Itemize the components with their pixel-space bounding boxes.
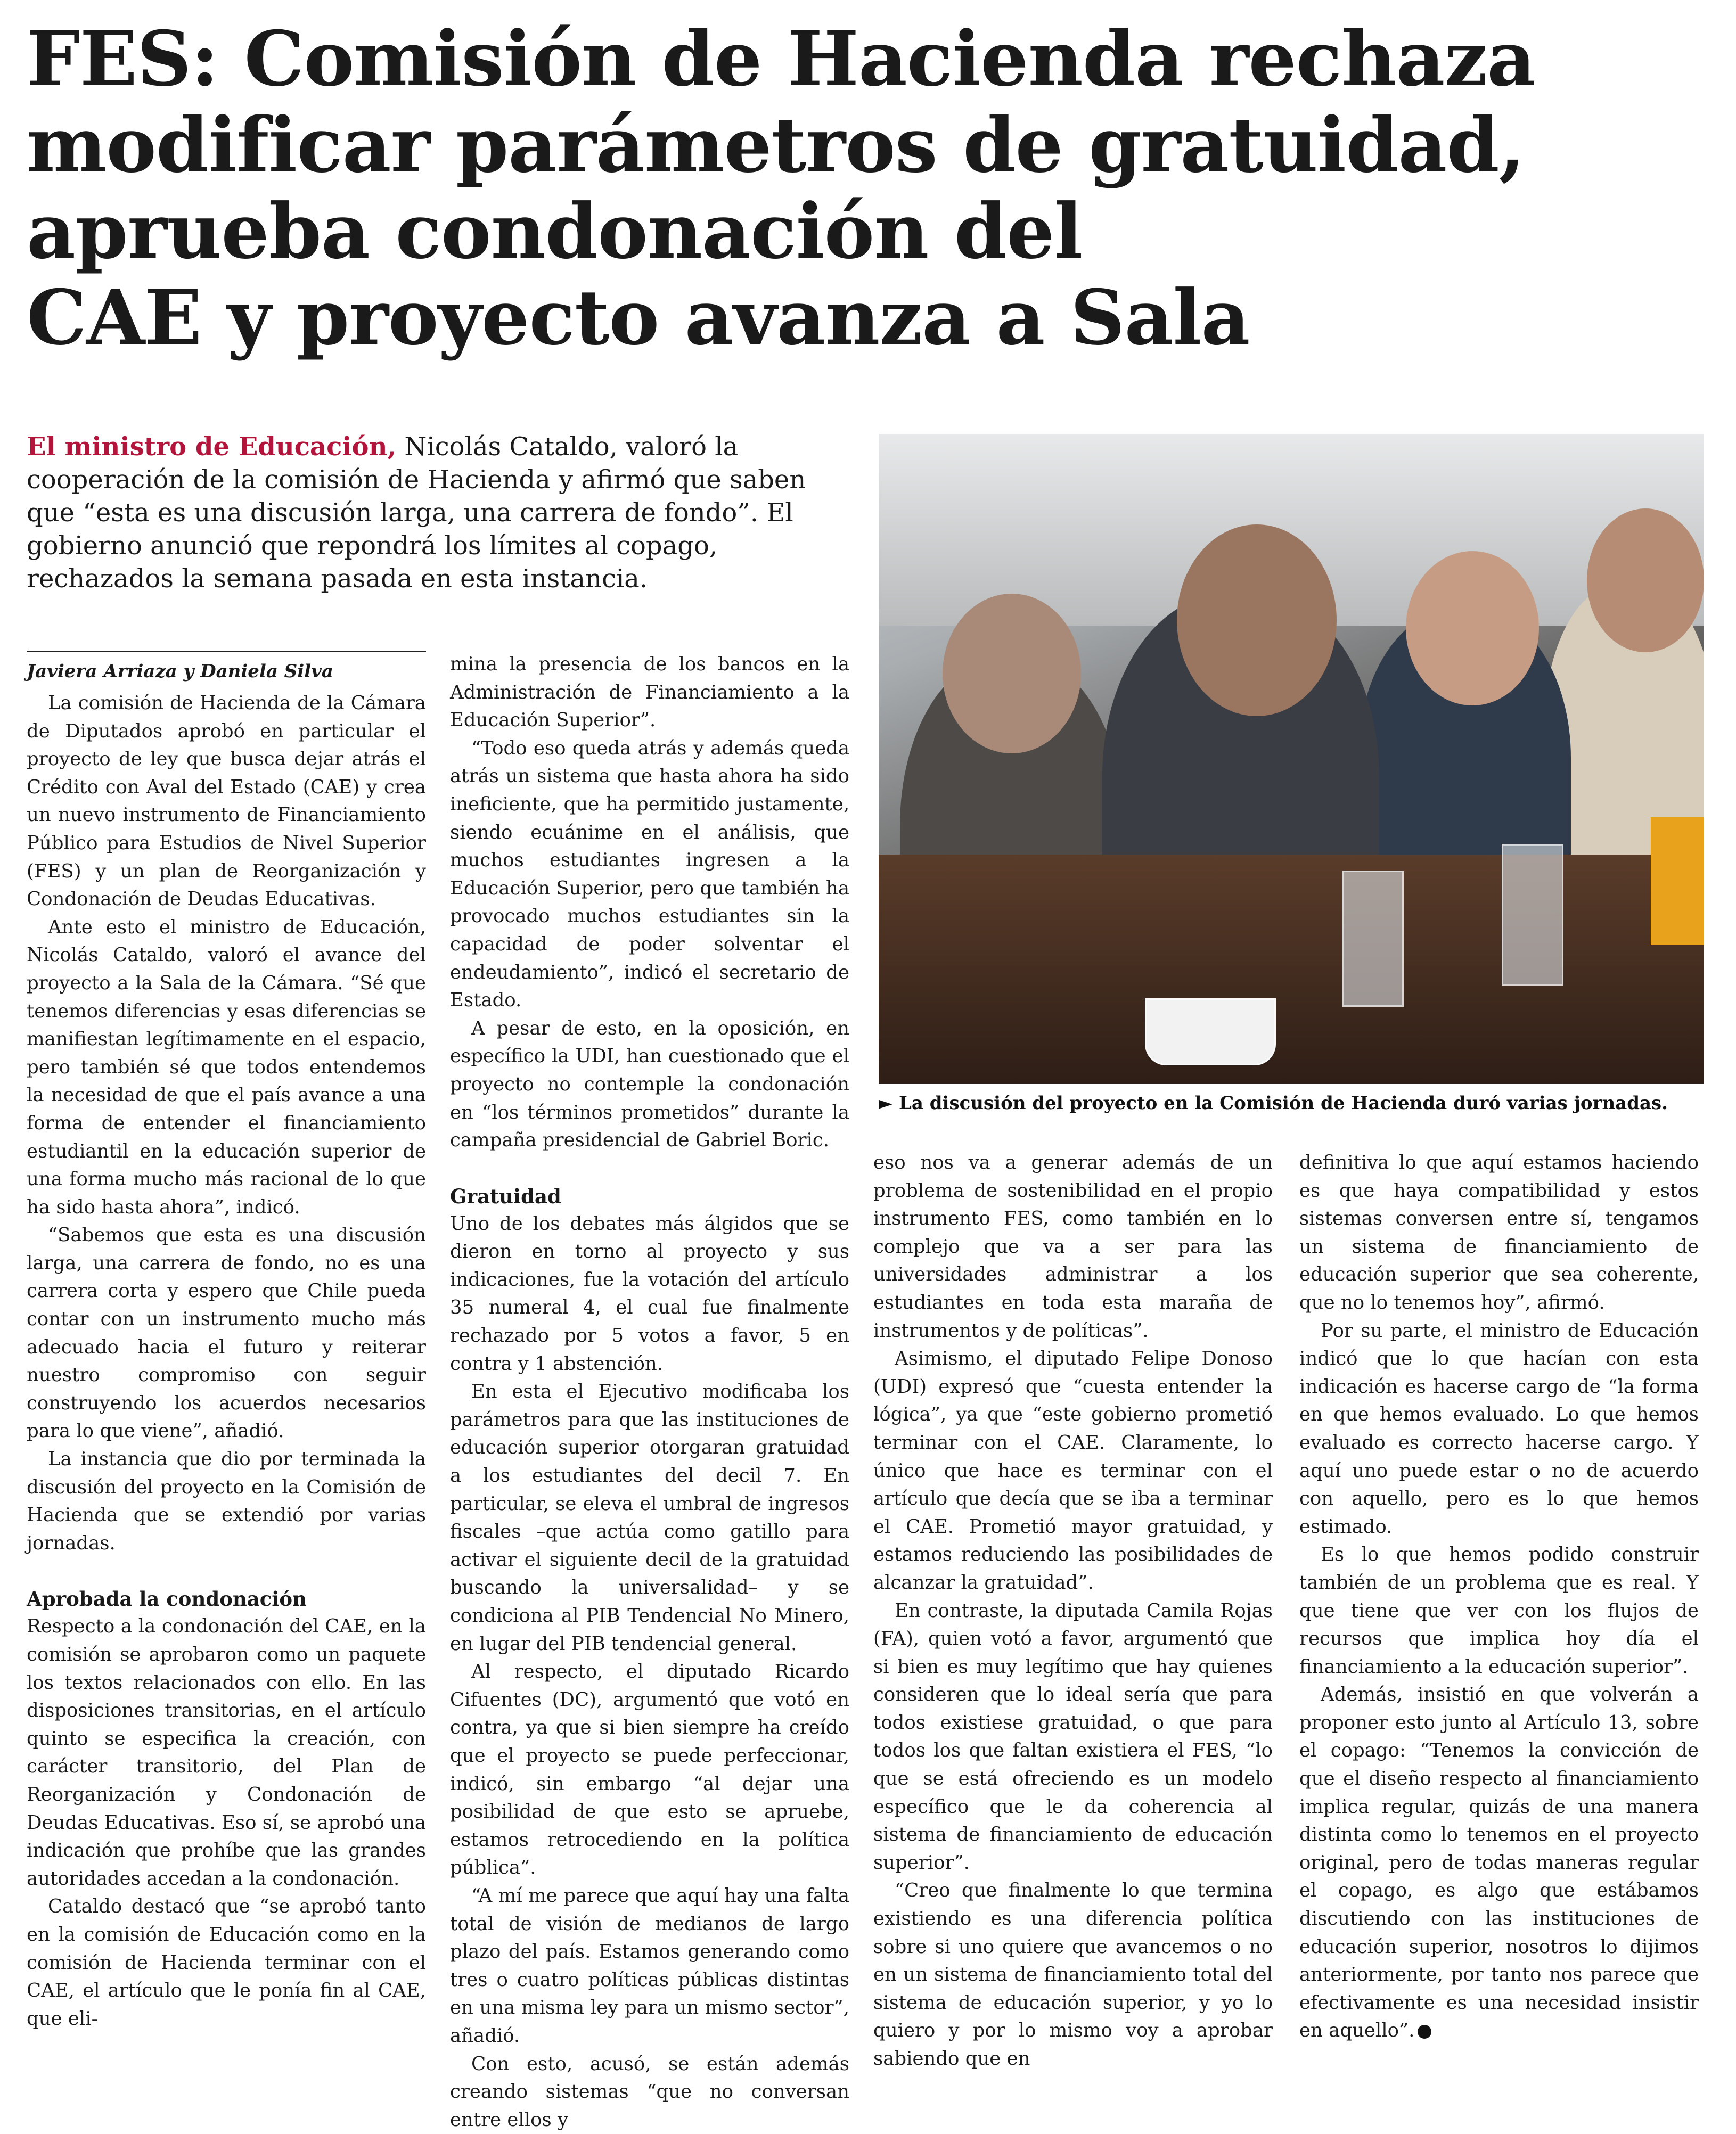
- article-column-1: [27, 651, 426, 2033]
- photo-table: [879, 855, 1704, 1084]
- paragraph: mina la presencia de los bancos en la Administración de Financiamiento a la Educación Superior”.: [450, 651, 849, 735]
- photo-caption: ► La discusión del proyecto en la Comisión de Hacienda duró varias jornadas.: [879, 1091, 1709, 1115]
- end-of-article-icon: [1418, 2025, 1431, 2039]
- paragraph: “Creo que finalmente lo que termina existiendo es una diferencia política sobre si uno quiere que avancemos o no en un sistema de financiamiento total del sistema de educación superior, y yo lo quiero y por lo mismo voy a aprobar sabiendo que en: [873, 1877, 1273, 2073]
- paragraph: La comisión de Hacienda de la Cámara de Diputados aprobó en particular el proyecto de ley que busca dejar atrás el Crédito con Aval del Estado (CAE) y crea un nuevo instrumento de Financiamiento Público para Estudios de Nivel Superior (FES) y un plan de Reorganización y Condonación de Deudas Educativas.: [27, 690, 426, 914]
- lead-highlight: El ministro de Educación,: [27, 432, 396, 462]
- article-column-2: [450, 651, 849, 2134]
- paragraph-final: [1299, 1681, 1699, 2045]
- paragraph: La instancia que dio por terminada la discusión del proyecto en la Comisión de Hacienda que se extendió por varias jornadas.: [27, 1446, 426, 1557]
- subheading-gratuidad: Gratuidad: [450, 1183, 849, 1210]
- photo-water-glass: [1342, 871, 1404, 1007]
- paragraph: “Sabemos que esta es una discusión larga, una carrera de fondo, no es una carrera corta y espero que Chile pueda contar con un instrumento mucho más adecuado hacia el futuro y reiterar nuestro compromiso con seguir construyendo los acuerdos necesarios para lo que viene”, añadió.: [27, 1221, 426, 1446]
- photo-head-right: [1406, 551, 1539, 705]
- paragraph: Cataldo destacó que “se aprobó tanto en la comisión de Educación como en la comisión de Hacienda terminar con el CAE, el artículo que le ponía fin al CAE, que eli-: [27, 1893, 426, 2033]
- headline: [27, 16, 1704, 361]
- paragraph: En contraste, la diputada Camila Rojas (FA), quien votó a favor, argumentó que si bien es muy legítimo que hay quienes consideren que lo ideal sería que para todos existiese gratuidad, o que para todos los que faltan existiera el FES, “lo que se está ofreciendo es un modelo específico que le da coherencia al sistema de financiamiento de educación superior”.: [873, 1597, 1273, 1877]
- article-column-3: [873, 1149, 1273, 2073]
- paragraph: “A mí me parece que aquí hay una falta total de visión de medianos de largo plazo del país. Estamos generando como tres o cuatro políticas públicas distintas en una misma ley para un mismo sector”, añadió.: [450, 1882, 849, 2050]
- paragraph: Con esto, acusó, se están además creando sistemas “que no conversan entre ellos y: [450, 2050, 849, 2134]
- paragraph: Respecto a la condonación del CAE, en la comisión se aprobaron como un paquete los textos relacionados con ello. En las disposiciones transitorias, en el artículo quinto se especifica la creación, con carácter transitorio, del Plan de Reorganización y Condonación de Deudas Educativas. Eso sí, se aprobó una indicación que prohíbe que las grandes autoridades accedan a la condonación.: [27, 1613, 426, 1893]
- paragraph: Al respecto, el diputado Ricardo Cifuentes (DC), argumentó que votó en contra, ya que si bien siempre ha creído que el proyecto se puede perfeccionar, indicó, sin embargo “al dejar una posibilidad de que esto se apruebe, estamos retrocediendo en la política pública”.: [450, 1658, 849, 1882]
- headline-line-2: modificar parámetros de gratuidad,: [27, 102, 1704, 188]
- photo-water-glass: [1502, 844, 1563, 986]
- paragraph: Por su parte, el ministro de Educación indicó que lo que hacían con esta indicación es hacerse cargo de “la forma en que hemos evaluado. Lo que hemos evaluado es correcto hacerse cargo. Y aquí uno puede estar o no de acuerdo con aquello, pero es lo que hemos estimado.: [1299, 1317, 1699, 1541]
- subheading-condonacion: Aprobada la condonación: [27, 1585, 426, 1613]
- paragraph: En esta el Ejecutivo modificaba los parámetros para que las instituciones de educación superior otorgaran gratuidad a los estudiantes del decil 7. En particular, se eleva el umbral de ingresos fiscales –que actúa como gatillo para activar el siguiente decil de la gratuidad buscando la universalidad– y se condiciona al PIB Tendencial No Minero, en lugar del PIB tendencial general.: [450, 1378, 849, 1658]
- photo-orange-cup: [1651, 817, 1704, 945]
- paragraph: Uno de los debates más álgidos que se dieron en torno al proyecto y sus indicaciones, fue la votación del artículo 35 numeral 4, el cual fue finalmente rechazado por 5 votos a favor, 5 en contra y 1 abstención.: [450, 1210, 849, 1378]
- paragraph: A pesar de esto, en la oposición, en específico la UDI, han cuestionado que el proyecto no contemple la condonación en “los términos prometidos” durante la campaña presidencial de Gabriel Boric.: [450, 1015, 849, 1155]
- paragraph: eso nos va a generar además de un problema de sostenibilidad en el propio instrumento FES, como también en lo complejo que va a ser para las universidades administrar a los estudiantes en toda esta maraña de instrumentos y de políticas”.: [873, 1149, 1273, 1345]
- headline-line-1: FES: Comisión de Hacienda rechaza: [27, 16, 1704, 102]
- lead-paragraph: [27, 430, 847, 595]
- article-column-4: [1299, 1149, 1699, 2045]
- lead-text: Nicolás Cataldo, valoró la cooperación de la comisión de Hacienda y afirmó que saben que “esta es una discusión larga, una carrera de fondo”. El gobierno anunció que repondrá los límites al copago, rechazados la semana pasada en esta instancia.: [27, 432, 806, 594]
- byline: Javiera Arriaza y Daniela Silva: [27, 651, 426, 685]
- paragraph: definitiva lo que aquí estamos haciendo es que haya compatibilidad y estos sistemas conversen entre sí, tengamos un sistema de financiamiento de educación superior que sea coherente, que no lo tenemos hoy”, afirmó.: [1299, 1149, 1699, 1317]
- photo-head-left: [943, 594, 1081, 753]
- final-paragraph-text: Además, insistió en que volverán a proponer esto junto al Artículo 13, sobre el copago: “Tenemos la convicción de que el diseño respecto al financiamiento implica regular, quizás de una manera distinta como lo tenemos en el proyecto original, pero de todas maneras regular el copago, es algo que estábamos discutiendo con las instituciones de educación superior, nosotros lo dijimos anteriormente, por tanto nos parece que efectivamente es una necesidad insistir en aquello”.: [1299, 1684, 1699, 2041]
- photo-coffee-cup: [1145, 998, 1276, 1065]
- headline-line-4: CAE y proyecto avanza a Sala: [27, 275, 1704, 361]
- photo-head-far-right: [1587, 508, 1704, 652]
- paragraph: Ante esto el ministro de Educación, Nicolás Cataldo, valoró el avance del proyecto a la Sala de la Cámara. “Sé que tenemos diferencias y esas diferencias se manifiestan legítimamente en el espacio, pero también sé que todos entendemos la necesidad de que el país avance a una forma de entender el financiamiento estudiantil en la educación superior de una forma mucho más racional de lo que ha sido hasta ahora”, indicó.: [27, 914, 426, 1222]
- article-photo: [879, 434, 1704, 1084]
- headline-line-3: aprueba condonación del: [27, 188, 1704, 275]
- paragraph: “Todo eso queda atrás y además queda atrás un sistema que hasta ahora ha sido ineficiente, que ha permitido justamente, siendo ecuánime en el análisis, que muchos estudiantes ingresen a la Educación Superior, pero que también ha provocado muchos estudiantes sin la capacidad de poder solventar el endeudamiento”, indicó el secretario de Estado.: [450, 735, 849, 1015]
- paragraph: Asimismo, el diputado Felipe Donoso (UDI) expresó que “cuesta entender la lógica”, ya que “este gobierno prometió terminar con el CAE. Claramente, lo único que hace es terminar con el artículo que decía que se iba a terminar el CAE. Prometió mayor gratuidad, y estamos reduciendo las posibilidades de alcanzar la gratuidad”.: [873, 1345, 1273, 1597]
- photo-head-center: [1177, 524, 1337, 716]
- paragraph: Es lo que hemos podido construir también de un problema que es real. Y que tiene que ver con los flujos de recursos que implica hoy día el financiamiento a la educación superior”.: [1299, 1541, 1699, 1681]
